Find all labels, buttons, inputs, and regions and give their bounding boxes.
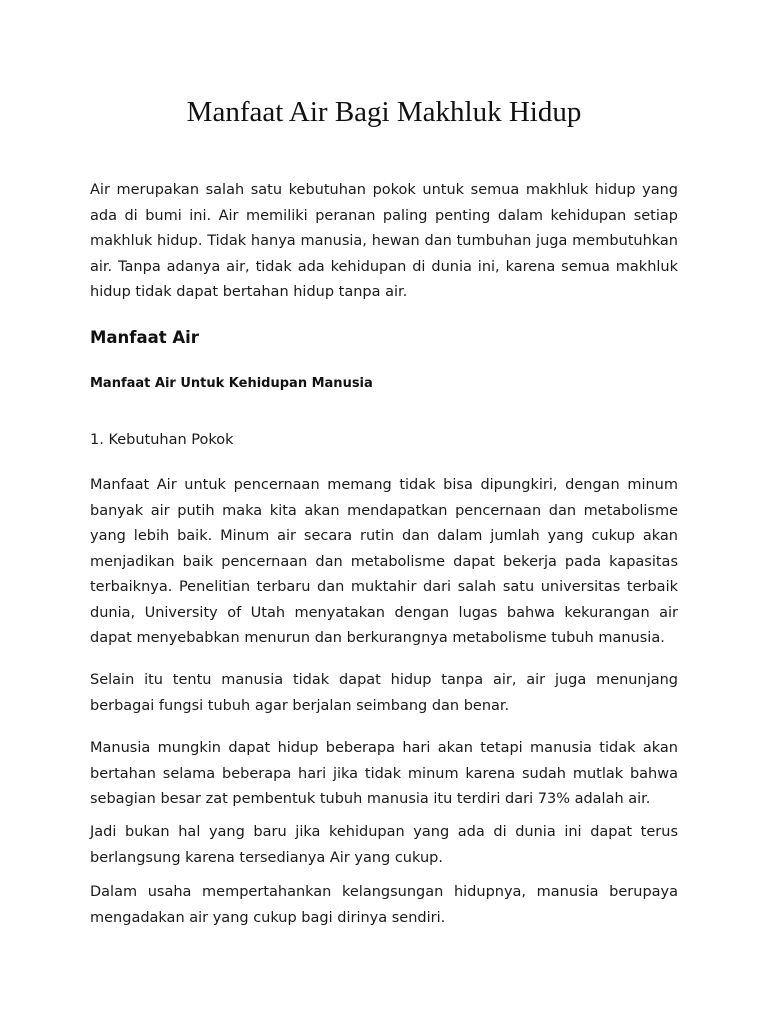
body-paragraph-4: Jadi bukan hal yang baru jika kehidupan yang ada di dunia ini dapat terus berlangsung karena tersedianya Air yang cukup.	[90, 824, 678, 866]
section-heading: Manfaat Air	[90, 328, 199, 347]
list-item-kebutuhan-pokok: 1. Kebutuhan Pokok	[90, 432, 234, 448]
intro-paragraph: Air merupakan salah satu kebutuhan pokok untuk semua makhluk hidup yang ada di bumi ini. Air memiliki peranan paling penting dalam kehidupan setiap makhluk hidup. Tidak hanya manusia, hewan dan tumbuhan juga membutuhkan air. Tanpa adanya air, tidak ada kehidupan di dunia ini, karena semua makhluk hidup tidak dapat bertahan hidup tanpa air.	[90, 182, 678, 300]
subsection-heading: Manfaat Air Untuk Kehidupan Manusia	[90, 376, 373, 391]
body-paragraph-1: Manfaat Air untuk pencernaan memang tidak bisa dipungkiri, dengan minum banyak air putih maka kita akan mendapatkan pencernaan dan metabolisme yang lebih baik. Minum air secara rutin dan dalam jumlah yang cukup akan menjadikan baik pencernaan dan metabolisme dapat bekerja pada kapasitas terbaiknya. Penelitian terbaru dan muktahir dari salah satu universitas terbaik dunia, University of Utah menyatakan dengan lugas bahwa kekurangan air dapat menyebabkan menurun dan berkurangnya metabolisme tubuh manusia.	[90, 477, 678, 646]
page-title: Manfaat Air Bagi Makhluk Hidup	[186, 96, 582, 128]
body-paragraph-2: Selain itu tentu manusia tidak dapat hidup tanpa air, air juga menunjang berbagai fungsi tubuh agar berjalan seimbang dan benar.	[90, 672, 678, 714]
body-paragraph-5: Dalam usaha mempertahankan kelangsungan hidupnya, manusia berupaya mengadakan air yang cukup bagi dirinya sendiri.	[90, 884, 678, 926]
body-paragraph-3: Manusia mungkin dapat hidup beberapa hari akan tetapi manusia tidak akan bertahan selama beberapa hari jika tidak minum karena sudah mutlak bahwa sebagian besar zat pembentuk tubuh manusia itu terdiri dari 73% adalah air.	[90, 740, 678, 807]
